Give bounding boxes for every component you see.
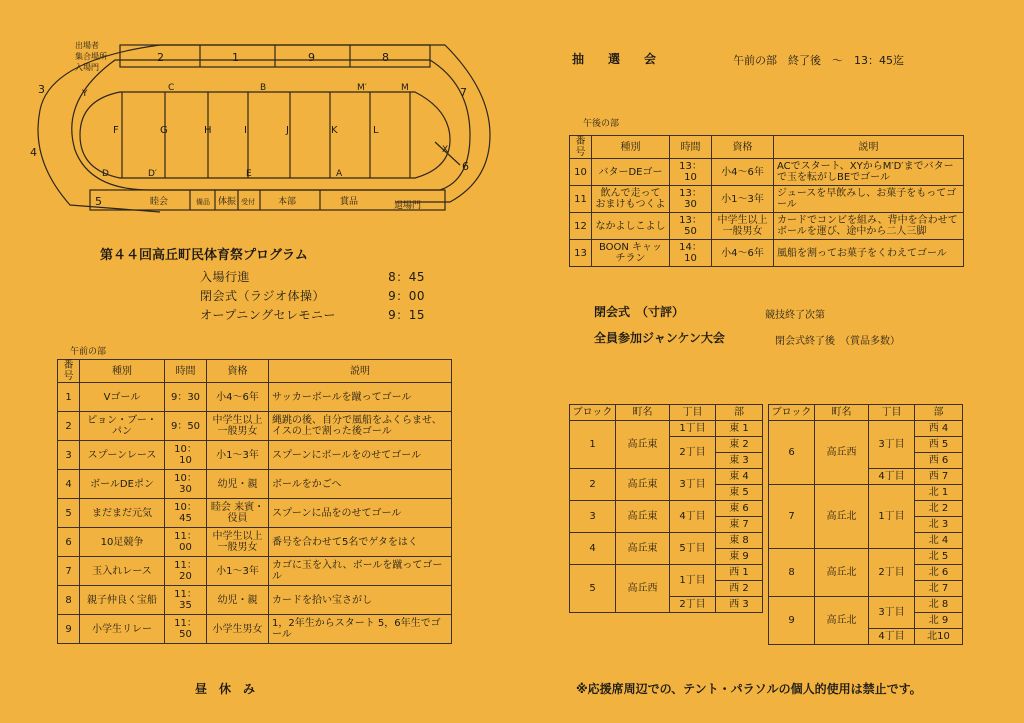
- event-eligibility: 小学生男女: [207, 615, 269, 644]
- event-time: 11：20: [165, 557, 207, 586]
- block-no: 2: [570, 469, 616, 501]
- bu: 東 8: [716, 533, 763, 549]
- lane-top-2: 2: [157, 51, 164, 64]
- facility-bihin: 備品: [196, 198, 210, 206]
- event-name: 飲んで走って おまけもつくよ: [592, 186, 670, 213]
- bu: 北 6: [915, 565, 963, 581]
- lane-top-9: 9: [308, 51, 315, 64]
- letter-m-prime: M′: [357, 83, 367, 93]
- table-row: [570, 240, 964, 267]
- event-eligibility: 睦会 来賓・役員: [207, 499, 269, 528]
- bu: 西 6: [915, 453, 963, 469]
- event-description: スプーンに品をのせてゴール: [269, 499, 452, 528]
- facility-shohin: 賞品: [340, 197, 359, 207]
- event-eligibility: 中学生以上 一般男女: [207, 528, 269, 557]
- program-title: 第４４回高丘町民体育祭プログラム: [100, 248, 308, 263]
- table-row: [769, 485, 963, 501]
- lane-6: 6: [462, 160, 469, 173]
- letter-f: F: [113, 125, 119, 136]
- event-no: 12: [570, 213, 592, 240]
- letter-m: M: [401, 83, 409, 93]
- afternoon-table: [569, 135, 964, 267]
- block-no: 6: [769, 421, 815, 485]
- event-eligibility: 小1～3年: [207, 557, 269, 586]
- col-header: 番号: [58, 360, 80, 383]
- block-no: 8: [769, 549, 815, 597]
- field-map: [20, 30, 500, 215]
- letter-b: B: [260, 83, 267, 93]
- event-name: Vゴール: [80, 383, 165, 412]
- opening-list: [200, 268, 425, 325]
- event-name: なかよしこよし: [592, 213, 670, 240]
- event-time: 10：30: [165, 470, 207, 499]
- event-no: 5: [58, 499, 80, 528]
- opening-time: 8：45: [388, 270, 425, 284]
- afternoon-caption: 午後の部: [583, 119, 620, 129]
- town-name: 高丘北: [815, 549, 869, 597]
- table-row: [570, 565, 763, 581]
- chome: 5丁目: [670, 533, 716, 565]
- event-name: 10足競争: [80, 528, 165, 557]
- col-header: 町名: [815, 405, 869, 421]
- table-row: [58, 528, 452, 557]
- town-name: 高丘東: [616, 533, 670, 565]
- event-name: BOON キャッチラン: [592, 240, 670, 267]
- blocks-header-row: [570, 405, 763, 421]
- col-header: 町名: [616, 405, 670, 421]
- morning-header-row: [58, 360, 452, 383]
- event-time: 9：50: [165, 412, 207, 441]
- bu: 北 9: [915, 613, 963, 629]
- event-description: カードを拾い宝さがし: [269, 586, 452, 615]
- table-row: [570, 213, 964, 240]
- morning-caption: 午前の部: [70, 347, 107, 357]
- town-name: 高丘東: [616, 469, 670, 501]
- bu: 北 7: [915, 581, 963, 597]
- event-description: ジュースを早飲みし、お菓子をもってゴール: [774, 186, 964, 213]
- afternoon-header-row: [570, 136, 964, 159]
- chome: 3丁目: [869, 597, 915, 629]
- bu: 東 2: [716, 437, 763, 453]
- col-header: ブロック: [769, 405, 815, 421]
- table-row: [769, 421, 963, 437]
- footnote: ※応援席周辺での、テント・パラソルの個人的使用は禁止です。: [576, 682, 922, 696]
- event-name: 玉入れレース: [80, 557, 165, 586]
- bu: 北 2: [915, 501, 963, 517]
- col-header: 丁目: [670, 405, 716, 421]
- col-header: 丁目: [869, 405, 915, 421]
- bu: 東 9: [716, 549, 763, 565]
- letter-x: X: [442, 145, 449, 155]
- janken-note: 閉会式終了後 （賞品多数）: [775, 336, 900, 347]
- lottery-label: 抽 選 会: [572, 52, 657, 66]
- entry-label-2: 集合場所: [75, 52, 107, 61]
- block-no: 9: [769, 597, 815, 645]
- opening-label: 閉会式（ラジオ体操）: [200, 289, 326, 303]
- col-header: 時間: [670, 136, 712, 159]
- letter-a: A: [336, 169, 343, 179]
- table-row: [58, 412, 452, 441]
- bu: 西 3: [716, 597, 763, 613]
- event-no: 10: [570, 159, 592, 186]
- block-no: 3: [570, 501, 616, 533]
- event-name: 親子仲良く宝船: [80, 586, 165, 615]
- event-time: 14：10: [670, 240, 712, 267]
- town-name: 高丘西: [815, 421, 869, 485]
- event-time: 11：50: [165, 615, 207, 644]
- event-time: 13：10: [670, 159, 712, 186]
- letter-i: I: [244, 125, 247, 136]
- letter-g: G: [160, 125, 168, 136]
- event-eligibility: 小1～3年: [712, 186, 774, 213]
- town-name: 高丘東: [616, 421, 670, 469]
- bu: 北10: [915, 629, 963, 645]
- town-name: 高丘西: [616, 565, 670, 613]
- block-no: 5: [570, 565, 616, 613]
- col-header: 部: [716, 405, 763, 421]
- opening-label: 入場行進: [200, 270, 251, 284]
- col-header: 説明: [774, 136, 964, 159]
- entry-label-3: 入場門: [75, 63, 99, 72]
- closing-label: 閉会式 （寸評）: [594, 305, 685, 319]
- event-time: 13：30: [670, 186, 712, 213]
- lane-3: 3: [38, 83, 45, 96]
- bu: 西 7: [915, 469, 963, 485]
- chome: 2丁目: [670, 597, 716, 613]
- event-time: 11：00: [165, 528, 207, 557]
- event-no: 9: [58, 615, 80, 644]
- event-no: 3: [58, 441, 80, 470]
- event-name: ピョン・ブー・パン: [80, 412, 165, 441]
- letter-h: H: [204, 125, 212, 136]
- letter-c: C: [168, 83, 175, 93]
- facility-mutsumi: 睦会: [150, 197, 169, 207]
- table-row: [58, 441, 452, 470]
- exit-gate-label: 退場門: [394, 201, 422, 211]
- morning-table: [57, 359, 452, 644]
- block-no: 7: [769, 485, 815, 549]
- event-name: 小学生リレー: [80, 615, 165, 644]
- table-row: [570, 421, 763, 437]
- event-description: 1，2年生からスタート 5，6年生でゴール: [269, 615, 452, 644]
- col-header: 番号: [570, 136, 592, 159]
- event-time: 10：45: [165, 499, 207, 528]
- event-time: 13：50: [670, 213, 712, 240]
- event-description: カゴに玉を入れ、ボールを蹴ってゴール: [269, 557, 452, 586]
- event-name: ボールDEポン: [80, 470, 165, 499]
- event-name: スプーンレース: [80, 441, 165, 470]
- bu: 東 5: [716, 485, 763, 501]
- col-header: 種別: [592, 136, 670, 159]
- event-description: カードでコンビを組み、背中を合わせてボールを運び、途中から二人三脚: [774, 213, 964, 240]
- bu: 西 4: [915, 421, 963, 437]
- col-header: 説明: [269, 360, 452, 383]
- chome: 4丁目: [869, 469, 915, 485]
- letter-j: J: [286, 125, 289, 136]
- event-time: 11：35: [165, 586, 207, 615]
- bu: 東 3: [716, 453, 763, 469]
- event-eligibility: 小1～3年: [207, 441, 269, 470]
- lunch-break: 昼 休 み: [195, 682, 256, 696]
- table-row: [570, 186, 964, 213]
- table-row: [570, 501, 763, 517]
- event-description: 番号を合わせて5名でゲタをはく: [269, 528, 452, 557]
- event-description: スプーンにボールをのせてゴール: [269, 441, 452, 470]
- event-no: 4: [58, 470, 80, 499]
- bu: 東 7: [716, 517, 763, 533]
- event-time: 9：30: [165, 383, 207, 412]
- lane-7: 7: [460, 86, 467, 99]
- event-name: バターDEゴー: [592, 159, 670, 186]
- table-row: [769, 549, 963, 565]
- event-no: 2: [58, 412, 80, 441]
- event-eligibility: 小4～6年: [712, 240, 774, 267]
- bu: 北 3: [915, 517, 963, 533]
- event-description: サッカーボールを蹴ってゴール: [269, 383, 452, 412]
- lane-5: 5: [95, 195, 102, 208]
- table-row: [58, 615, 452, 644]
- col-header: 資格: [207, 360, 269, 383]
- opening-time: 9：00: [388, 289, 425, 303]
- opening-label: オープニングセレモニー: [200, 308, 337, 322]
- table-row: [58, 383, 452, 412]
- facility-taishin: 体振: [218, 197, 237, 207]
- janken-label: 全員参加ジャンケン大会: [594, 331, 725, 345]
- event-eligibility: 小4～6年: [207, 383, 269, 412]
- col-header: 時間: [165, 360, 207, 383]
- event-name: まだまだ元気: [80, 499, 165, 528]
- chome: 1丁目: [670, 421, 716, 437]
- col-header: ブロック: [570, 405, 616, 421]
- table-row: [58, 499, 452, 528]
- block-no: 4: [570, 533, 616, 565]
- bu: 東 6: [716, 501, 763, 517]
- event-eligibility: 幼児・親: [207, 470, 269, 499]
- table-row: [769, 597, 963, 613]
- chome: 3丁目: [670, 469, 716, 501]
- opening-item: [200, 287, 425, 306]
- lane-top-1: 1: [232, 51, 239, 64]
- chome: 4丁目: [670, 501, 716, 533]
- blocks-header-row: [769, 405, 963, 421]
- col-header: 資格: [712, 136, 774, 159]
- col-header: 部: [915, 405, 963, 421]
- chome: 1丁目: [670, 565, 716, 597]
- event-description: ACでスタート、XYからM′D′までバターで玉を転がしBEでゴール: [774, 159, 964, 186]
- event-eligibility: 中学生以上 一般男女: [712, 213, 774, 240]
- letter-d: D: [102, 169, 109, 179]
- event-no: 1: [58, 383, 80, 412]
- event-description: 縄跳の後、自分で風船をふくらませ、イスの上で割った後ゴール: [269, 412, 452, 441]
- event-time: 10：10: [165, 441, 207, 470]
- bu: 東 4: [716, 469, 763, 485]
- town-name: 高丘北: [815, 485, 869, 549]
- lane-4: 4: [30, 146, 37, 159]
- lottery-note: 午前の部 終了後 ～ 13：45迄: [733, 54, 904, 67]
- opening-time: 9：15: [388, 308, 425, 322]
- chome: 4丁目: [869, 629, 915, 645]
- letter-k: K: [331, 125, 338, 136]
- bu: 北 1: [915, 485, 963, 501]
- bu: 東 1: [716, 421, 763, 437]
- letter-d-prime: D′: [148, 169, 157, 179]
- table-row: [570, 159, 964, 186]
- letter-e: E: [246, 169, 252, 179]
- table-row: [58, 586, 452, 615]
- table-row: [58, 557, 452, 586]
- table-row: [58, 470, 452, 499]
- town-name: 高丘東: [616, 501, 670, 533]
- lane-top-8: 8: [382, 51, 389, 64]
- letter-l: L: [373, 125, 379, 136]
- closing-note: 競技終了次第: [765, 310, 825, 321]
- chome: 3丁目: [869, 421, 915, 469]
- event-no: 6: [58, 528, 80, 557]
- bu: 北 8: [915, 597, 963, 613]
- table-row: [570, 469, 763, 485]
- facility-uketsuke: 受付: [241, 198, 255, 206]
- bu: 西 1: [716, 565, 763, 581]
- event-no: 7: [58, 557, 80, 586]
- event-eligibility: 中学生以上 一般男女: [207, 412, 269, 441]
- event-description: 風船を割ってお菓子をくわえてゴール: [774, 240, 964, 267]
- chome: 2丁目: [869, 549, 915, 597]
- bu: 北 5: [915, 549, 963, 565]
- event-eligibility: 小4～6年: [712, 159, 774, 186]
- chome: 1丁目: [869, 485, 915, 549]
- town-name: 高丘北: [815, 597, 869, 645]
- event-no: 11: [570, 186, 592, 213]
- bu: 西 2: [716, 581, 763, 597]
- blocks-table-left: [569, 404, 763, 613]
- entry-label-1: 出場者: [75, 41, 99, 50]
- opening-item: [200, 306, 425, 325]
- event-description: ボールをかごへ: [269, 470, 452, 499]
- bu: 西 5: [915, 437, 963, 453]
- table-row: [570, 533, 763, 549]
- block-no: 1: [570, 421, 616, 469]
- event-eligibility: 幼児・親: [207, 586, 269, 615]
- event-no: 8: [58, 586, 80, 615]
- facility-honbu: 本部: [278, 197, 297, 207]
- opening-item: [200, 268, 425, 287]
- blocks-table-right: [768, 404, 963, 645]
- chome: 2丁目: [670, 437, 716, 469]
- col-header: 種別: [80, 360, 165, 383]
- event-no: 13: [570, 240, 592, 267]
- bu: 北 4: [915, 533, 963, 549]
- letter-y: Y: [82, 89, 88, 99]
